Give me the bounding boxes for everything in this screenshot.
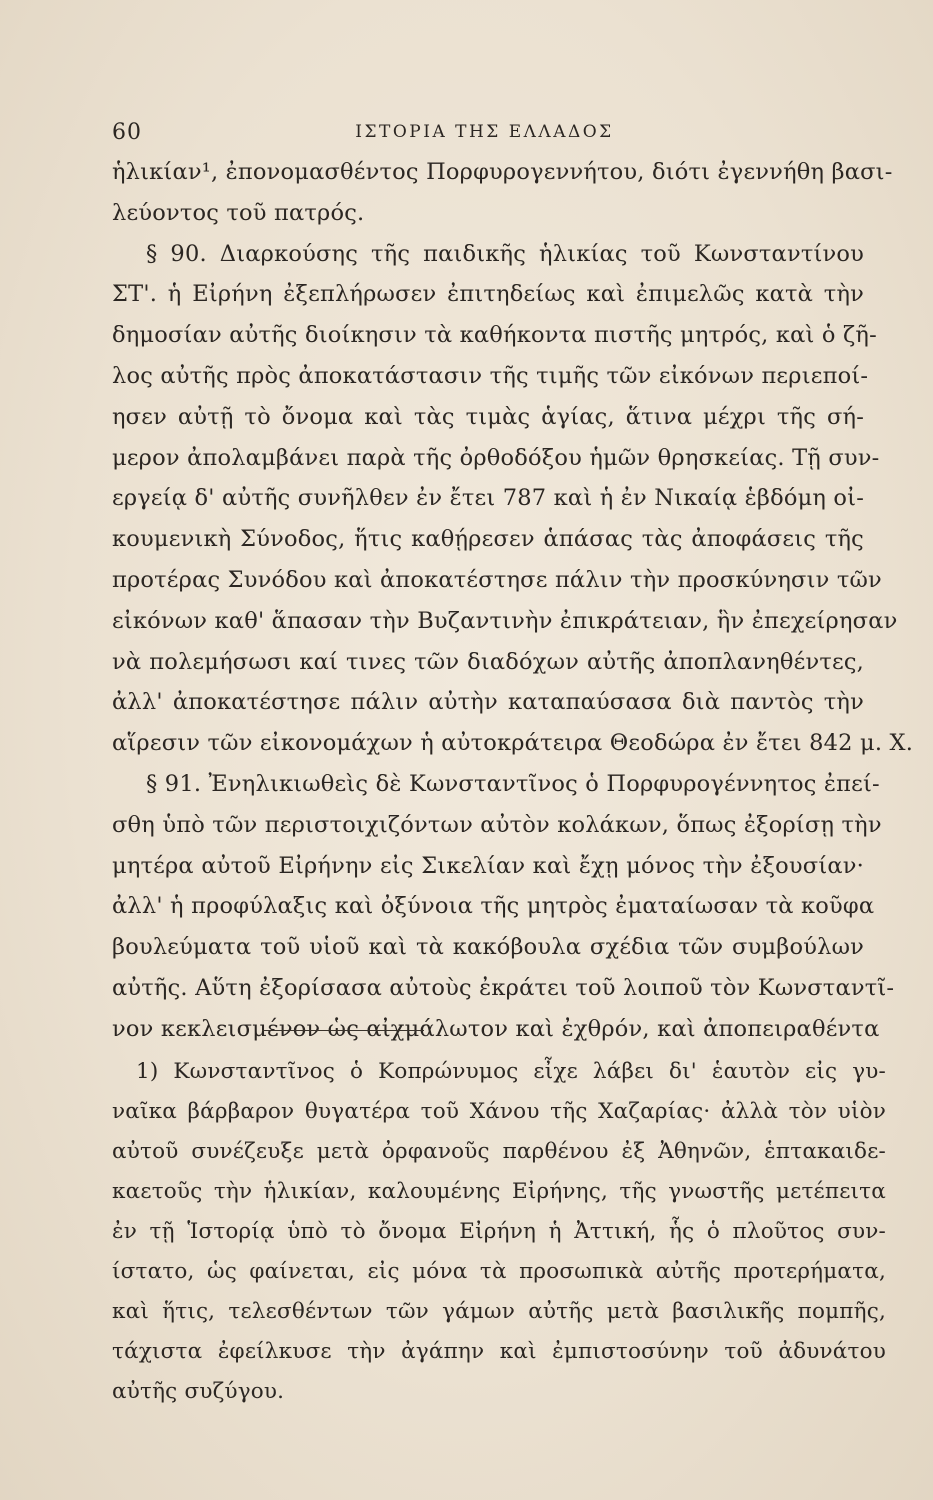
footnotes [112,1052,886,1412]
footnote-line: τάχιστα ἐφείλκυσε τὴν ἀγάπην καὶ ἐμπιστοσύνην τοῦ ἀδυνάτου [112,1339,886,1364]
text-line: κουμενικὴ Σύνοδος, ἥτις καθῄρεσεν ἁπάσας τὰς ἀποφάσεις τῆς [112,526,864,553]
footnote-line: ἐν τῇ Ἱστορίᾳ ὑπὸ τὸ ὄνομα Εἰρήνη ἡ Ἀττική, ἧς ὁ πλοῦτος συν- [112,1219,886,1244]
footnote-line: ίστατο, ὡς φαίνεται, εἰς μόνα τὰ προσωπικὰ αὐτῆς προτερήματα, [112,1259,886,1284]
footnote-line: καετοῦς τὴν ἡλικίαν, καλουμένης Εἰρήνης, τῆς γνωστῆς μετέπειτα [112,1179,886,1204]
text-line: ΣΤ'. ἡ Εἰρήνη ἐξεπλήρωσεν ἐπιτηδείως καὶ ἐπιμελῶς κατὰ τὴν [112,281,864,308]
text-line: προτέρας Συνόδου καὶ ἀποκατέστησε πάλιν τὴν προσκύνησιν τῶν [112,566,882,593]
text-line: ἡλικίαν¹, ἐπονομασθέντος Πορφυρογεννήτου, διότι ἐγεννήθη βασι- [112,159,893,185]
footnote-line: ναῖκα βάρβαρον θυγατέρα τοῦ Χάνου τῆς Χαζαρίας· ἀλλὰ τὸν υἱὸν [112,1099,886,1124]
text-line: νον κεκλεισμένον ὡς αἰχμάλωτον καὶ ἐχθρόν, καὶ ἀποπειραθέντα [112,1015,880,1042]
footnote-line: καὶ ἥτις, τελεσθέντων τῶν γάμων αὐτῆς μετὰ βασιλικῆς πομπῆς, [112,1299,886,1324]
body-text [112,152,914,1050]
page-number: 60 [112,120,142,145]
text-line: λος αὐτῆς πρὸς ἀποκατάστασιν τῆς τιμῆς τῶν εἰκόνων περιεποί- [112,362,869,389]
footnote-line: 1) Κωνσταντῖνος ὁ Κοπρώνυμος εἶχε λάβει δι' ἑαυτὸν εἰς γυ- [136,1059,886,1084]
footnote-line: αὐτῆς συζύγου. [112,1379,285,1404]
text-line: εργείᾳ δ' αὐτῆς συνῆλθεν ἐν ἔτει 787 καὶ ἡ ἐν Νικαίᾳ ἑβδόμη οἰ- [112,485,864,512]
footnote-divider [262,1030,424,1031]
footnote-line: αὐτοῦ συνέζευξε μετὰ ὀρφανοῦς παρθένου ἐξ Ἀθηνῶν, ἑπτακαιδε- [112,1139,886,1164]
text-line: λεύοντος τοῦ πατρός. [112,199,365,226]
page-header [112,112,857,148]
text-line: δημοσίαν αὐτῆς διοίκησιν τὰ καθήκοντα πιστῆς μητρός, καὶ ὁ ζῆ- [112,322,877,349]
text-line: εἰκόνων καθ' ἅπασαν τὴν Βυζαντινὴν ἐπικράτειαν, ἣν ἐπεχείρησαν [112,607,898,634]
section-90-start: § 90. Διαρκούσης τῆς παιδικῆς ἡλικίας τοῦ Κωνσταντίνου [146,240,864,267]
text-line: ησεν αὐτῇ τὸ ὄνομα καὶ τὰς τιμὰς ἁγίας, ἅτινα μέχρι τῆς σή- [112,403,864,430]
text-line: βουλεύματα τοῦ υἱοῦ καὶ τὰ κακόβουλα σχέδια τῶν συμβούλων [112,934,864,961]
text-line: μητέρα αὐτοῦ Εἰρήνην εἰς Σικελίαν καὶ ἔχῃ μόνος τὴν ἐξουσίαν· [112,852,864,879]
section-91-start: § 91. Ἐνηλικιωθεὶς δὲ Κωνσταντῖνος ὁ Πορφυρογέννητος ἐπεί- [146,770,880,797]
running-title: ΙΣΤΟΡΙΑ ΤΗΣ ΕΛΛΑΔΟΣ [355,122,614,142]
text-line: ἀλλ' ἀποκατέστησε πάλιν αὐτὴν καταπαύσασα διὰ παντὸς τὴν [112,689,864,716]
text-line: μερον ἀπολαμβάνει παρὰ τῆς ὀρθοδόξου ἡμῶν θρησκείας. Τῇ συν- [112,444,880,471]
text-line: αὐτῆς. Αὕτη ἐξορίσασα αὐτοὺς ἐκράτει τοῦ λοιποῦ τὸν Κωνσταντῖ- [112,974,895,1001]
text-line: ἀλλ' ἡ προφύλαξις καὶ ὀξύνοια τῆς μητρὸς ἐματαίωσαν τὰ κοῦφα [112,893,875,920]
text-line: σθη ὑπὸ τῶν περιστοιχιζόντων αὐτὸν κολάκων, ὅπως ἐξορίσῃ τὴν [112,811,882,838]
text-line: νὰ πολεμήσωσι καί τινες τῶν διαδόχων αὐτῆς ἀποπλανηθέντες, [112,648,864,675]
text-line: αἵρεσιν τῶν εἰκονομάχων ἡ αὐτοκράτειρα Θεοδώρα ἐν ἔτει 842 μ. Χ. [112,730,914,757]
